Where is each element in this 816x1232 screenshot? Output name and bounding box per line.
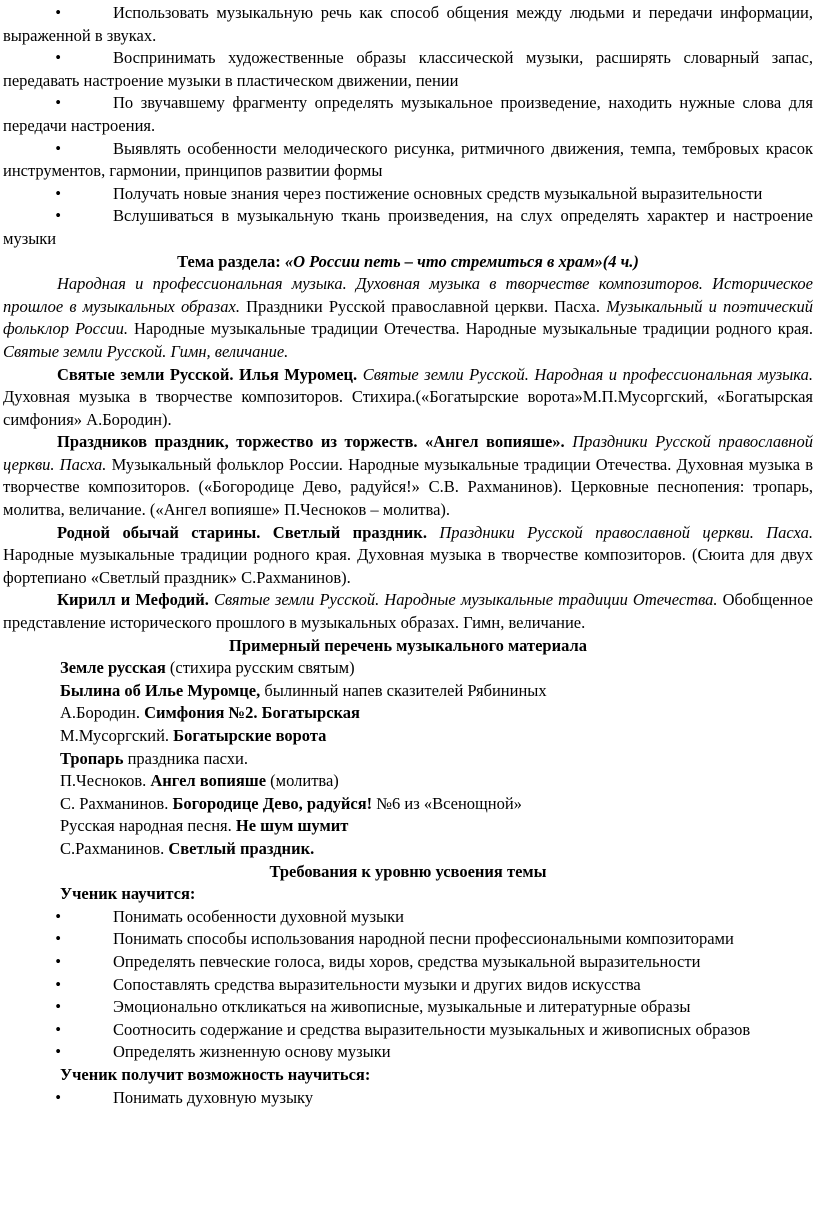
material-item: Тропарь праздника пасхи. xyxy=(60,748,248,768)
bullet-icon: • xyxy=(55,1042,61,1062)
bullet-icon: • xyxy=(55,997,61,1017)
list-item: • Понимать духовную музыку xyxy=(3,1087,813,1110)
list-item: • Использовать музыкальную речь как способ общения между людьми и передачи информации, выраженной в звуках. xyxy=(3,3,813,45)
bullet-icon: • xyxy=(55,138,61,158)
material-item: П.Чесноков. Ангел вопияше (молитва) xyxy=(60,771,339,791)
bullet-icon: • xyxy=(55,1019,61,1039)
list-item: • Определять жизненную основу музыки xyxy=(3,1041,813,1064)
list-item: • Получать новые знания через постижение основных средств музыкальной выразительности xyxy=(3,183,813,206)
will-learn-heading: Ученик научится: xyxy=(60,884,196,904)
requirements-heading: Требования к уровню усвоения темы xyxy=(269,861,547,881)
bullet-icon: • xyxy=(55,93,61,113)
bullet-icon: • xyxy=(55,974,61,994)
bullet-icon: • xyxy=(55,951,61,971)
bullet-icon: • xyxy=(55,906,61,926)
list-item: • Определять певческие голоса, виды хоров, средства музыкальной выразительности xyxy=(3,951,813,974)
list-item: • Соотносить содержание и средства выразительности музыкальных и живописных образов xyxy=(3,1019,813,1042)
topic-paragraph: Родной обычай старины. Светлый праздник. Праздники Русской православной церкви. Пасха. Народные музыкальные традиции родного края. Духовная музыка в творчестве композиторов. (Сюита для двух фортепиано «Светлый праздник» С.Рахманинов). xyxy=(3,522,814,587)
material-item: С.Рахманинов. Светлый праздник. xyxy=(60,838,315,858)
intro-paragraph: Народная и профессиональная музыка. Духовная музыка в творчестве композиторов. Историческое прошлое в музыкальных образах. Праздники Русской православной церкви. Пасха. Музыкальный и поэтический фольклор России. Народные музыкальные традиции Отечества. Народные музыкальные традиции родного края. Святые земли Русской. Гимн, величание. xyxy=(3,274,814,361)
section-heading: Тема раздела: «О России петь – что стремиться в храм»(4 ч.) xyxy=(177,251,639,271)
topic-paragraph: Кирилл и Мефодий. Святые земли Русской. Народные музыкальные традиции Отечества. Обобщенное представление исторического прошлого в музыкальных образах. Гимн, величание. xyxy=(3,590,814,633)
material-item: Земле русская (стихира русским святым) xyxy=(60,658,355,678)
bullet-icon: • xyxy=(55,206,61,226)
list-item: • По звучавшему фрагменту определять музыкальное произведение, находить нужные слова для передачи настроения. xyxy=(3,93,813,135)
list-item: • Вслушиваться в музыкальную ткань произведения, на слух определять характер и настроение музыки xyxy=(3,206,813,248)
bullet-icon: • xyxy=(55,183,61,203)
bullet-icon: • xyxy=(55,3,61,22)
bullet-icon: • xyxy=(55,1087,61,1107)
list-item: • Эмоционально откликаться на живописные, музыкальные и литературные образы xyxy=(3,996,813,1019)
topic-paragraph: Праздников праздник, торжество из торжеств. «Ангел вопияше». Праздники Русской православной церкви. Пасха. Музыкальный фольклор России. Народные музыкальные традиции Отечества. Духовная музыка в творчестве композиторов. («Богородице Дево, радуйся!» С.В. Рахманинов). Церковные песнопения: тропарь, молитва, величание. («Ангел вопияше» П.Чесноков – молитва). xyxy=(3,432,813,520)
list-item: • Воспринимать художественные образы классической музыки, расширять словарный запас, передавать настроение музыки в пластическом движении, пении xyxy=(3,48,813,90)
material-item: Былина об Илье Муромце, былинный напев сказителей Рябининых xyxy=(60,680,547,700)
material-item: А.Бородин. Симфония №2. Богатырская xyxy=(60,703,360,723)
material-item: М.Мусоргский. Богатырские ворота xyxy=(60,726,327,745)
list-item: • Выявлять особенности мелодического рисунка, ритмичного движения, темпа, тембровых красок инструментов, гармонии, принципов развитии формы xyxy=(3,138,813,181)
topic-paragraph: Святые земли Русской. Илья Муромец. Святые земли Русской. Народная и профессиональная музыка. Духовная музыка в творчестве композиторов. Стихира.(«Богатырские ворота»М.П.Мусоргский, «Богатырская симфония» А.Бородин). xyxy=(3,364,813,429)
bullet-icon: • xyxy=(55,48,61,68)
can-learn-heading: Ученик получит возможность научиться: xyxy=(60,1064,371,1084)
list-item: • Понимать способы использования народной песни профессиональными композиторами xyxy=(3,928,813,951)
material-item: С. Рахманинов. Богородице Дево, радуйся! №6 из «Всенощной» xyxy=(60,793,522,813)
list-item: • Сопоставлять средства выразительности музыки и других видов искусства xyxy=(3,974,813,997)
material-item: Русская народная песня. Не шум шумит xyxy=(60,816,349,836)
material-heading: Примерный перечень музыкального материала xyxy=(229,635,587,655)
list-item: • Понимать особенности духовной музыки xyxy=(3,906,813,929)
bullet-icon: • xyxy=(55,929,61,949)
